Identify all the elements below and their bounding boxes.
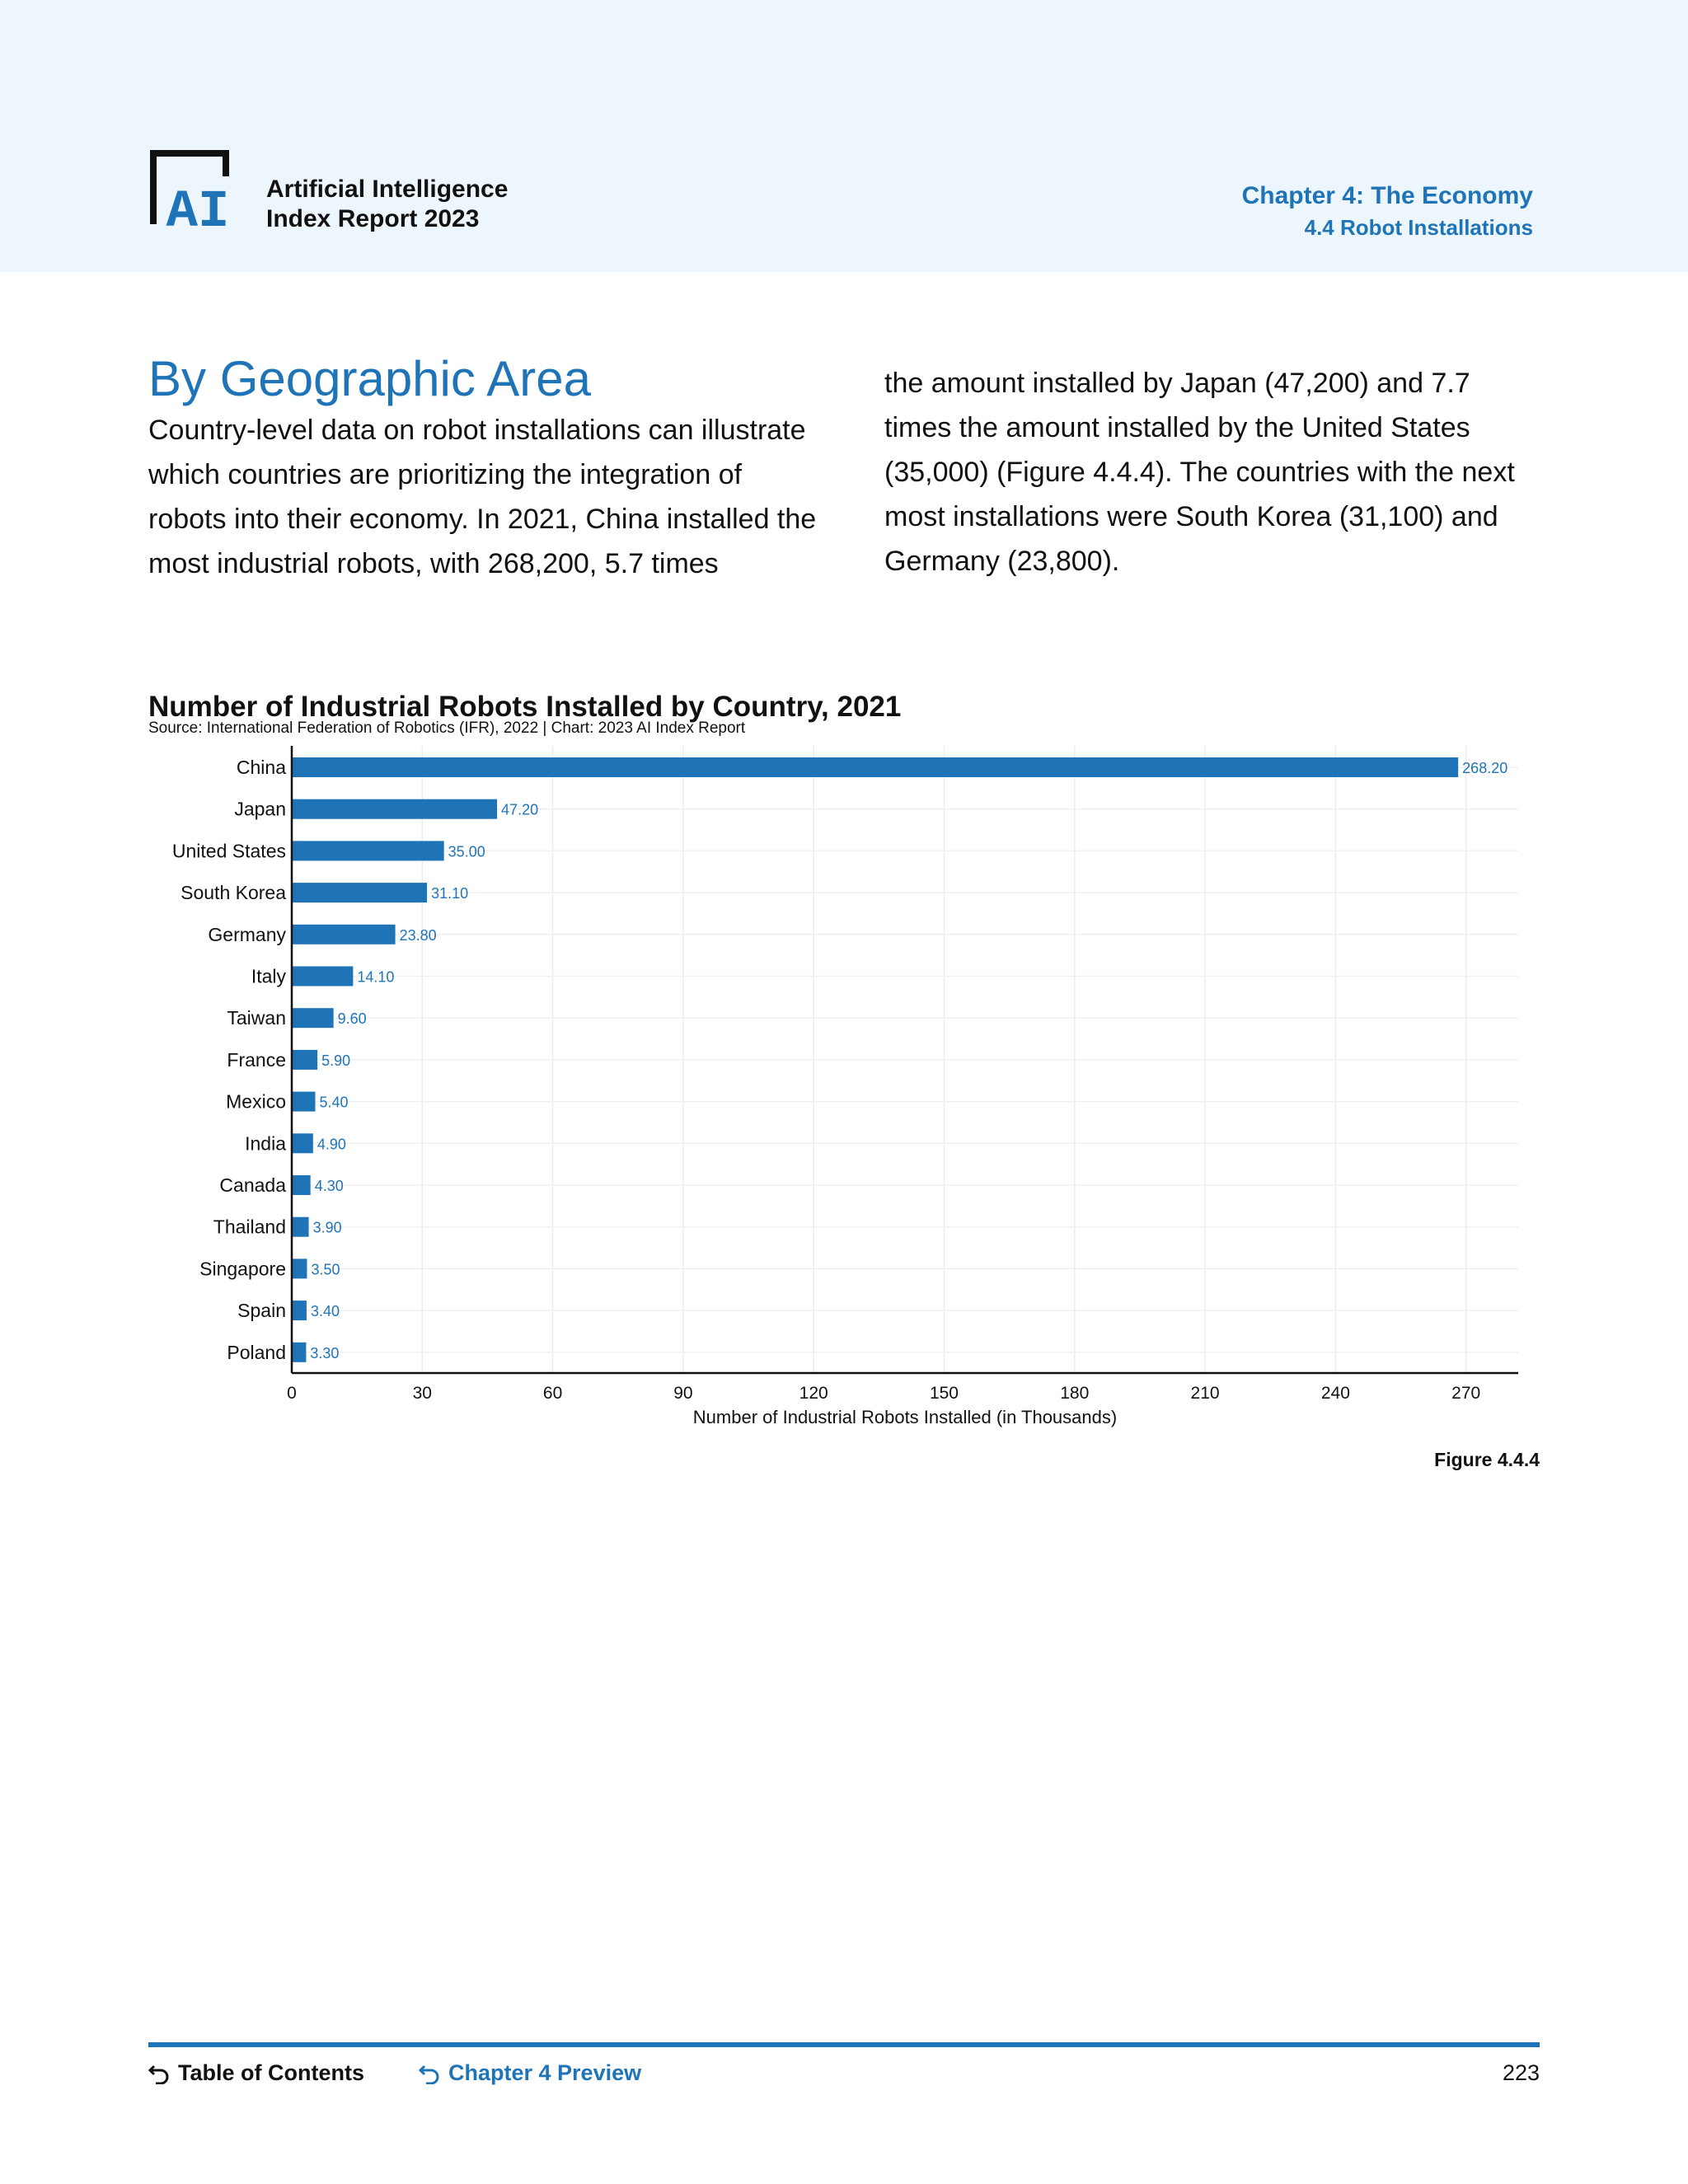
chart-grid — [292, 746, 1518, 1373]
data-label: 14.10 — [357, 968, 395, 986]
return-arrow-icon — [148, 2063, 170, 2084]
table-of-contents-link[interactable] — [148, 2060, 364, 2086]
data-label: 23.80 — [399, 926, 437, 944]
data-label: 3.50 — [311, 1261, 340, 1278]
data-label: 4.90 — [316, 1136, 346, 1153]
bar — [292, 967, 353, 987]
data-label: 47.20 — [501, 801, 539, 818]
y-category-label: Canada — [219, 1174, 286, 1196]
data-label: 3.90 — [312, 1219, 342, 1236]
x-tick-label: 60 — [542, 1384, 563, 1403]
y-category-label: Taiwan — [227, 1007, 286, 1029]
x-tick-label: 270 — [1451, 1384, 1481, 1403]
y-category-label: Thailand — [213, 1216, 286, 1238]
bar — [292, 799, 497, 819]
bar — [292, 1133, 313, 1153]
chapter-title: Chapter 4: The Economy — [1241, 182, 1533, 209]
body-text-left: Country-level data on robot installations can illustrate which countries are prioritizing the integration of robots into their economy. In 2021, China installed the most industrial robots, with 268,200, 5.7 times — [148, 415, 817, 579]
figure-label: Figure 4.4.4 — [1434, 1449, 1540, 1470]
footer-rule — [148, 2042, 1540, 2047]
return-arrow-icon — [419, 2063, 440, 2084]
page-number: 223 — [1502, 2060, 1540, 2085]
chapter-preview-label: Chapter 4 Preview — [448, 2060, 642, 2085]
y-category-label: India — [245, 1132, 286, 1155]
chapter-preview-link[interactable] — [419, 2060, 641, 2086]
section-heading: By Geographic Area — [148, 351, 591, 406]
table-of-contents-label: Table of Contents — [178, 2060, 364, 2085]
data-label: 268.20 — [1462, 760, 1508, 776]
report-title-line1: Artificial Intelligence — [266, 176, 509, 203]
chart-source: Source: International Federation of Robotics (IFR), 2022 | Chart: 2023 AI Index Report — [148, 719, 746, 737]
data-label: 5.90 — [321, 1052, 351, 1069]
y-category-label: France — [227, 1048, 286, 1071]
x-tick-label: 240 — [1320, 1384, 1350, 1403]
bar — [292, 1092, 315, 1112]
bar — [292, 1175, 311, 1195]
bar — [292, 757, 1458, 777]
bar — [292, 1301, 307, 1320]
bar — [292, 925, 396, 944]
data-label: 3.40 — [310, 1303, 340, 1320]
y-category-label: Poland — [227, 1341, 286, 1363]
x-tick-label: 210 — [1190, 1384, 1220, 1403]
bar — [292, 883, 427, 902]
y-category-label: United States — [171, 840, 286, 862]
bar — [292, 1258, 307, 1278]
x-tick-label: 30 — [412, 1384, 432, 1403]
section-title: 4.4 Robot Installations — [1304, 215, 1533, 240]
bar — [292, 1343, 306, 1362]
x-tick-label: 180 — [1060, 1384, 1090, 1403]
bar — [292, 1008, 334, 1028]
y-category-label: China — [236, 757, 286, 778]
x-tick-label: 0 — [287, 1384, 297, 1403]
data-label: 3.30 — [310, 1344, 340, 1361]
x-tick-label: 90 — [673, 1384, 693, 1403]
bar — [292, 1050, 317, 1070]
svg-text:AI: AI — [166, 183, 230, 229]
report-title-line2: Index Report 2023 — [266, 205, 480, 232]
body-text-right: the amount installed by Japan (47,200) and 7.7 times the amount installed by the United States (35,000) (Figure 4.4.4). The countries with the next most installations were South Korea (31,100) and Germany (23,800). — [884, 368, 1515, 577]
data-label: 4.30 — [314, 1178, 344, 1194]
y-category-label: South Korea — [181, 882, 286, 904]
data-label: 31.10 — [431, 885, 469, 902]
y-category-label: Germany — [208, 923, 286, 945]
bar — [292, 1217, 309, 1237]
x-axis-title: Number of Industrial Robots Installed (in Thousands) — [692, 1407, 1118, 1427]
data-label: 35.00 — [448, 843, 485, 860]
y-category-label: Singapore — [199, 1258, 286, 1280]
bar — [292, 841, 444, 860]
data-label: 9.60 — [337, 1010, 367, 1028]
y-category-label: Japan — [234, 798, 286, 820]
x-tick-label: 150 — [929, 1384, 959, 1403]
x-tick-label: 120 — [799, 1384, 828, 1403]
chart-title: Number of Industrial Robots Installed by Country, 2021 — [148, 691, 902, 723]
y-category-label: Mexico — [226, 1090, 286, 1113]
data-label: 5.40 — [319, 1094, 349, 1111]
y-category-label: Spain — [237, 1300, 286, 1322]
y-category-label: Italy — [251, 965, 286, 987]
